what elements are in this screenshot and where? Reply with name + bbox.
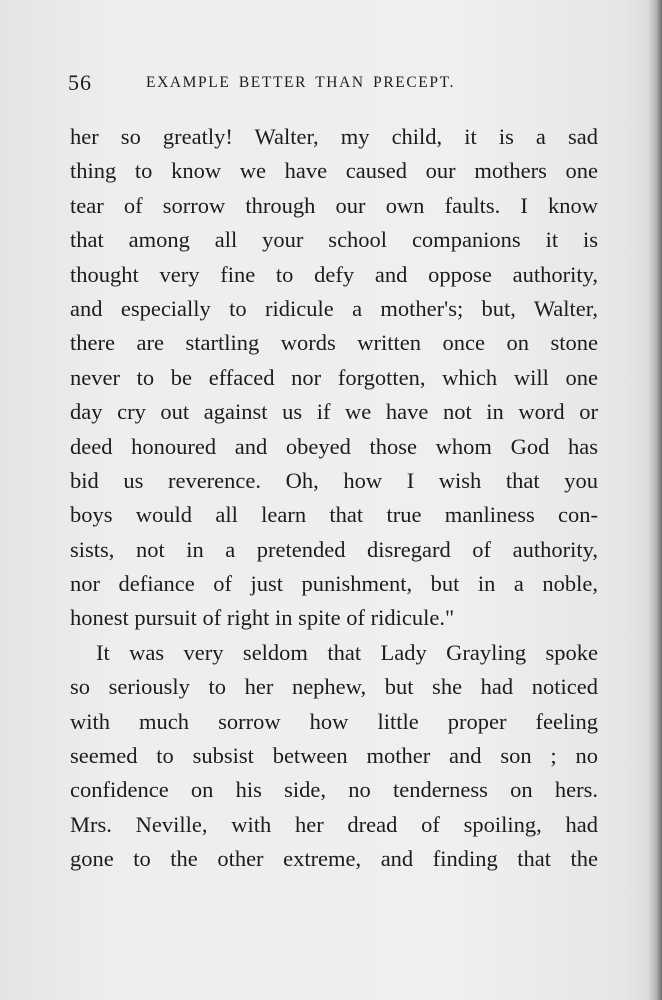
- text-line: bid us reverence. Oh, how I wish that you: [70, 467, 598, 493]
- text-line: never to be effaced nor forgotten, which will one: [70, 364, 598, 390]
- text-line: tear of sorrow through our own faults. I know: [70, 192, 598, 218]
- text-line: seemed to subsist between mother and son ; no: [70, 743, 598, 769]
- body-text: [70, 120, 598, 877]
- text-line: honest pursuit of right in spite of ridicule.": [70, 605, 455, 631]
- text-line: Mrs. Neville, with her dread of spoiling, had: [70, 811, 598, 837]
- text-line: day cry out against us if we have not in word or: [70, 399, 598, 425]
- text-line: gone to the other extreme, and finding that the: [70, 846, 598, 872]
- text-line: that among all your school companions it is: [70, 227, 598, 253]
- text-line: nor defiance of just punishment, but in a noble,: [70, 571, 598, 597]
- text-line: It was very seldom that Lady Grayling spoke: [96, 639, 598, 665]
- text-line: thought very fine to defy and oppose authority,: [70, 261, 598, 287]
- text-line: and especially to ridicule a mother's; but, Walter,: [70, 295, 598, 321]
- running-head: [68, 70, 598, 100]
- text-line: so seriously to her nephew, but she had noticed: [70, 674, 598, 700]
- page-edge-shadow: [648, 0, 662, 1000]
- text-line: there are startling words written once on stone: [70, 330, 598, 356]
- text-line: confidence on his side, no tenderness on hers.: [70, 777, 598, 803]
- text-line: boys would all learn that true manliness con-: [70, 502, 598, 528]
- text-line: thing to know we have caused our mothers one: [70, 158, 598, 184]
- running-title: EXAMPLE BETTER THAN PRECEPT.: [146, 74, 455, 91]
- text-line: her so greatly! Walter, my child, it is a sad: [70, 124, 598, 149]
- text-line: sists, not in a pretended disregard of authority,: [70, 536, 598, 562]
- text-line: with much sorrow how little proper feeling: [70, 708, 598, 734]
- text-line: deed honoured and obeyed those whom God has: [70, 433, 598, 459]
- page-number: 56: [68, 70, 92, 95]
